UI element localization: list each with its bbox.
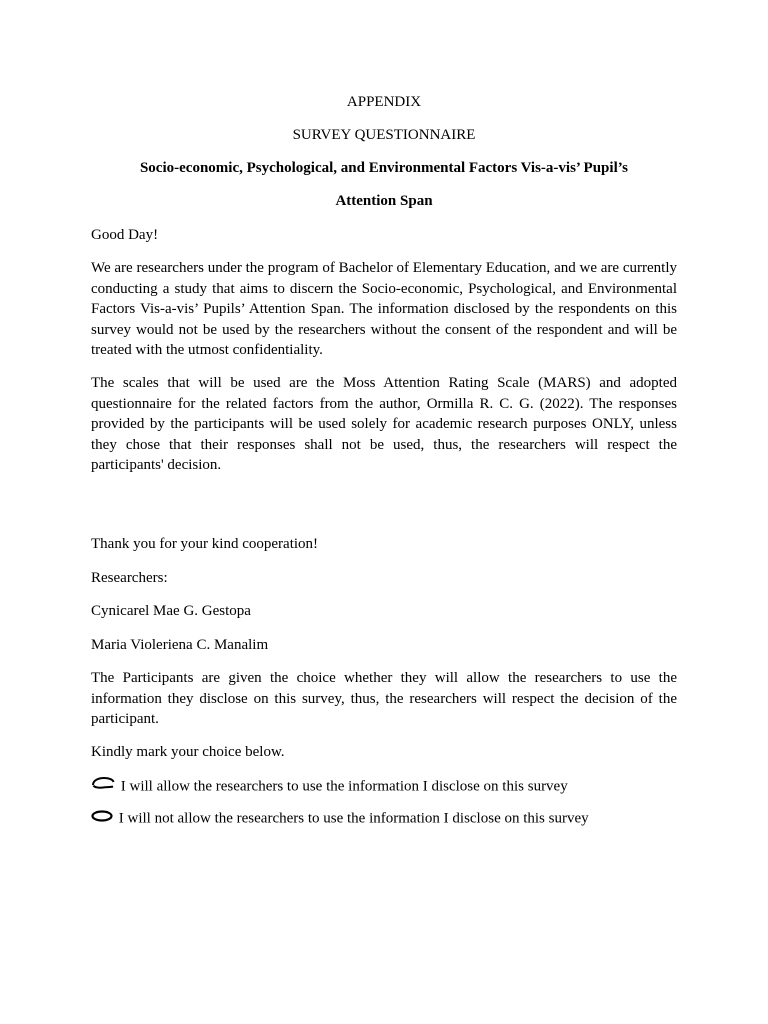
consent-paragraph: The Participants are given the choice whether they will allow the researchers to use the information they disclose on this survey, thus, the researchers will respect the decision of the participant. [91,670,677,727]
thanks-line: Thank you for your kind cooperation! [91,536,319,553]
choice-allow[interactable] [91,776,677,797]
intro-paragraph: We are researchers under the program of Bachelor of Elementary Education, and we are currently conducting a study that aims to discern the Socio-economic, Psychological, and Environmental Factors Vis-a-vis’ Pupils’ Attention Span. The information disclosed by the respondents on this survey would not be used by the researchers without the consent of the respondent and will be treated with the utmost confidentiality. [91,260,677,359]
document-page [91,93,677,841]
choice-disallow-label: I will not allow the researchers to use the information I disclose on this survey [118,810,589,827]
study-title-line2: Attention Span [335,193,433,209]
greeting: Good Day! [91,227,159,243]
researchers-label: Researchers: [91,569,168,586]
researcher-name: Maria Violeriena C. Manalim [91,636,269,653]
appendix-heading: APPENDIX [346,94,422,110]
scales-paragraph: The scales that will be used are the Moss Attention Rating Scale (MARS) and adopted questionnaire for the related factors from the author, Ormilla R. C. G. (2022). The responses provided by the participants will be used solely for academic research purposes ONLY, unless they chose that their responses shall not be used, thus, the researchers will respect the participants' decision. [91,375,677,474]
choice-allow-label: I will allow the researchers to use the information I disclose on this survey [120,778,568,795]
oval-icon[interactable] [91,809,115,829]
instruction-line: Kindly mark your choice below. [91,744,285,761]
open-oval-icon[interactable] [91,776,117,796]
researcher-name: Cynicarel Mae G. Gestopa [91,603,251,620]
choice-disallow[interactable] [91,808,677,829]
spacer [91,488,677,534]
study-title-line1: Socio-economic, Psychological, and Environmental Factors Vis-a-vis’ Pupil’s [139,160,629,176]
survey-heading: SURVEY QUESTIONNAIRE [292,127,476,143]
